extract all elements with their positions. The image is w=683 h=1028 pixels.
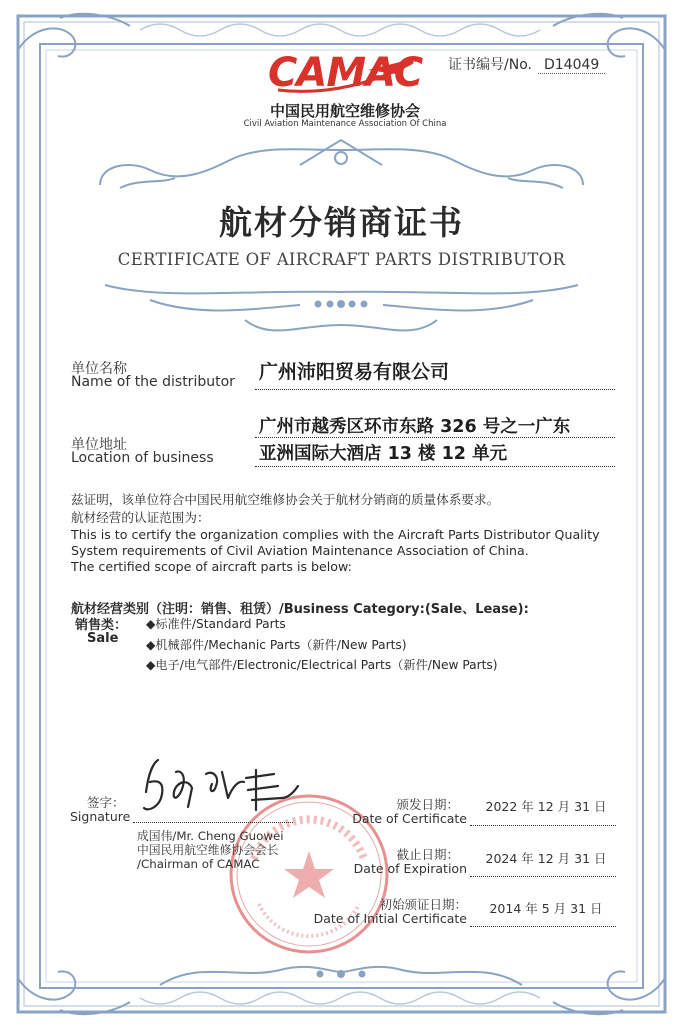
- location-label-cn: 单位地址: [71, 437, 127, 453]
- sale-label-en: Sale: [87, 631, 119, 646]
- distributor-label-cn: 单位名称: [71, 361, 127, 377]
- signer-name: 成国伟/Mr. Cheng Guowei: [137, 829, 284, 843]
- category-item-electrical-parts: ◆电子/电气部件/Electronic/Electrical Parts（新件/New Parts): [146, 658, 498, 672]
- category-item-mechanic-parts: ◆机械部件/Mechanic Parts（新件/New Parts): [146, 638, 407, 652]
- signature-label-cn: 签字：: [87, 795, 125, 810]
- initial-date-underline: [470, 926, 616, 927]
- signature-underline: [133, 822, 293, 823]
- business-category-heading: 航材经营类别（注明：销售、租赁）/Business Category:(Sale、Lease):: [71, 602, 529, 617]
- title-ornament-top: [100, 140, 583, 188]
- issue-date-label-en: Date of Certificate: [352, 811, 467, 826]
- issue-date-label-cn: 颁发日期：: [396, 797, 459, 812]
- star-icon: [284, 851, 334, 898]
- distributor-label-en: Name of the distributor: [71, 374, 235, 390]
- initial-date-value: 2014 年 5 月 31 日: [489, 901, 603, 916]
- expiry-date-underline: [470, 876, 616, 877]
- statement-en-line-3: The certified scope of aircraft parts is below:: [71, 559, 352, 574]
- statement-en-line-1: This is to certify the organization complies with the Aircraft Parts Distributor Quality: [71, 527, 600, 542]
- distributor-underline: [255, 389, 615, 390]
- issue-date-underline: [470, 825, 616, 826]
- initial-date-label-en: Date of Initial Certificate: [313, 911, 467, 926]
- title-cn: 航材分销商证书: [219, 203, 464, 242]
- location-line-1: 广州市越秀区环市东路 326 号之一广东: [259, 417, 571, 437]
- expiry-date-label-en: Date of Expiration: [353, 861, 467, 876]
- logo-acronym: CAMAC: [268, 50, 423, 96]
- certificate-number-value: D14049: [538, 57, 605, 74]
- statement-cn-line-2: 航材经营的认证范围为：: [71, 510, 210, 525]
- signer-details: [137, 829, 284, 871]
- signer-title-cn: 中国民用航空维修协会会长: [137, 843, 279, 857]
- location-underline-2: [255, 466, 615, 467]
- statement-cn-line-1: 兹证明，该单位符合中国民用航空维修协会关于航材分销商的质量体系要求。: [71, 492, 500, 507]
- location-underline-1: [255, 437, 615, 438]
- sale-label-cn: 销售类：: [75, 618, 128, 633]
- statement-en-line-2: System requirements of Civil Aviation Maintenance Association of China.: [71, 543, 529, 558]
- category-item-standard-parts: ◆标准件/Standard Parts: [146, 617, 286, 631]
- signer-title-en: /Chairman of CAMAC: [137, 857, 260, 871]
- signature-label-en: Signature: [70, 809, 131, 824]
- certificate-number: [448, 54, 605, 74]
- expiry-date-label-cn: 截止日期：: [396, 847, 459, 862]
- handwritten-signature: [128, 752, 308, 822]
- initial-date-label-cn: 初始颁证日期：: [379, 897, 467, 912]
- issue-date-value: 2022 年 12 月 31 日: [485, 799, 607, 814]
- logo-name-en: Civil Aviation Maintenance Association Of China: [243, 119, 447, 129]
- expiry-date-value: 2024 年 12 月 31 日: [485, 851, 607, 866]
- location-line-2: 亚洲国际大酒店 13 楼 12 单元: [259, 444, 508, 464]
- title-en: CERTIFICATE OF AIRCRAFT PARTS DISTRIBUTOR: [117, 250, 566, 269]
- distributor-name: 广州沛阳贸易有限公司: [259, 361, 450, 383]
- location-label-en: Location of business: [71, 450, 214, 466]
- certificate-number-label: 证书编号/No.: [448, 57, 532, 73]
- logo-name-cn: 中国民用航空维修协会: [269, 102, 420, 120]
- title-ornament-bottom: [105, 285, 578, 330]
